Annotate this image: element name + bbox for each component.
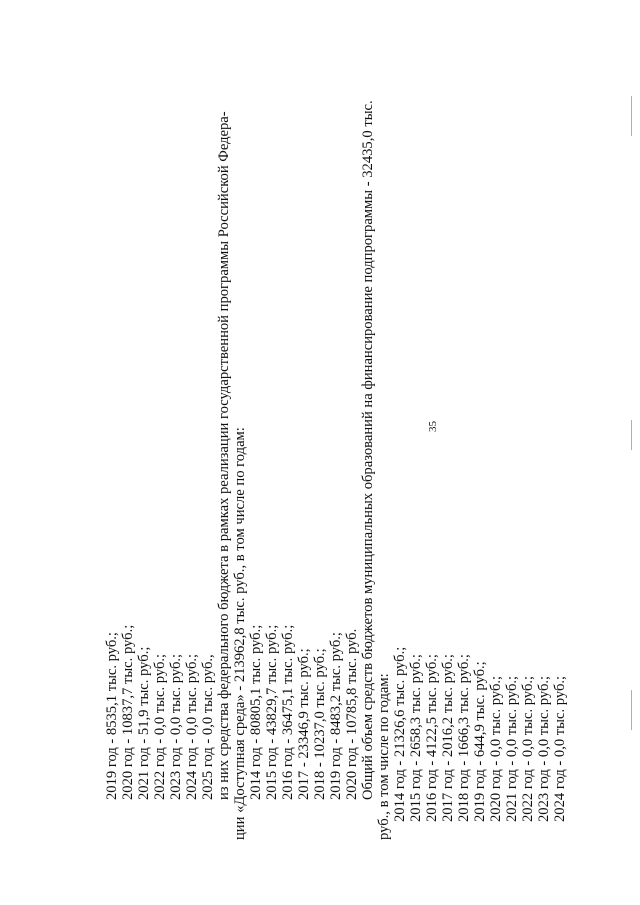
federal-paragraph-line: ции «Доступная среда» - 213962,8 тыс. руб., в том числе по годам: xyxy=(232,427,248,840)
budget-line: 2016 год - 36475,1 тыс. руб.; xyxy=(280,624,296,800)
budget-line: 2014 год - 21326,6 тыс. руб.; xyxy=(392,646,408,822)
page-number: 35 xyxy=(427,421,439,432)
budget-line: 2022 год - 0,0 тыс. руб.; xyxy=(152,653,168,800)
scan-edge-mark xyxy=(631,96,632,136)
budget-line: 2022 год - 0,0 тыс. руб.; xyxy=(520,675,536,822)
municipal-paragraph-line: Общий объем средств бюджетов муниципальных образований на финансирование подпрограммы - 32435,0 тыс. xyxy=(360,100,376,800)
budget-line: 2025 год - 0,0 тыс. руб., xyxy=(200,654,216,800)
budget-line: 2021 год - 0,0 тыс. руб.; xyxy=(504,675,520,822)
budget-line: 2020 год - 10785,8 тыс. руб. xyxy=(344,628,360,800)
budget-line: 2018 год - 1666,3 тыс. руб.; xyxy=(456,654,472,822)
budget-line: 2021 год - 51,9 тыс. руб.; xyxy=(136,646,152,800)
budget-line: 2023 год - 0,0 тыс. руб.; xyxy=(168,653,184,800)
budget-line: 2014 год - 80805,1 тыс. руб.; xyxy=(248,624,264,800)
rotated-document-content xyxy=(100,50,568,840)
budget-line: 2015 год - 43829,7 тыс. руб.; xyxy=(264,624,280,800)
budget-line: 2020 год - 10837,7 тыс. руб.; xyxy=(120,624,136,800)
budget-line: 2024 год - 0,0 тыс. руб.; xyxy=(552,675,568,822)
scan-edge-mark xyxy=(631,690,632,730)
budget-line: 2024 год - 0,0 тыс. руб.; xyxy=(184,653,200,800)
budget-line: 2019 год - 8535,1 тыс. руб.; xyxy=(104,632,120,800)
budget-line: 2019 год - 8483,2 тыс. руб.; xyxy=(328,632,344,800)
budget-line: 2023 год - 0,0 тыс. руб.; xyxy=(536,675,552,822)
budget-line: 2017 - 23346,9 тыс. руб.; xyxy=(296,648,312,800)
scan-edge-mark xyxy=(631,420,632,450)
budget-line: 2019 год - 644,9 тыс. руб.; xyxy=(472,661,488,822)
budget-line: 2016 год - 4122,5 тыс. руб.; xyxy=(424,654,440,822)
municipal-paragraph-line: руб., в том числе по годам: xyxy=(376,673,392,840)
budget-line: 2020 год - 0,0 тыс. руб.; xyxy=(488,675,504,822)
budget-line: 2017 год - 2016,2 тыс. руб.; xyxy=(440,654,456,822)
budget-line: 2015 год - 2658,3 тыс. руб.; xyxy=(408,654,424,822)
federal-paragraph-line: из них средства федерального бюджета в рамках реализации государственной программы Российской Федера- xyxy=(216,111,232,800)
budget-line: 2018 - 10237,0 тыс. руб.; xyxy=(312,648,328,800)
